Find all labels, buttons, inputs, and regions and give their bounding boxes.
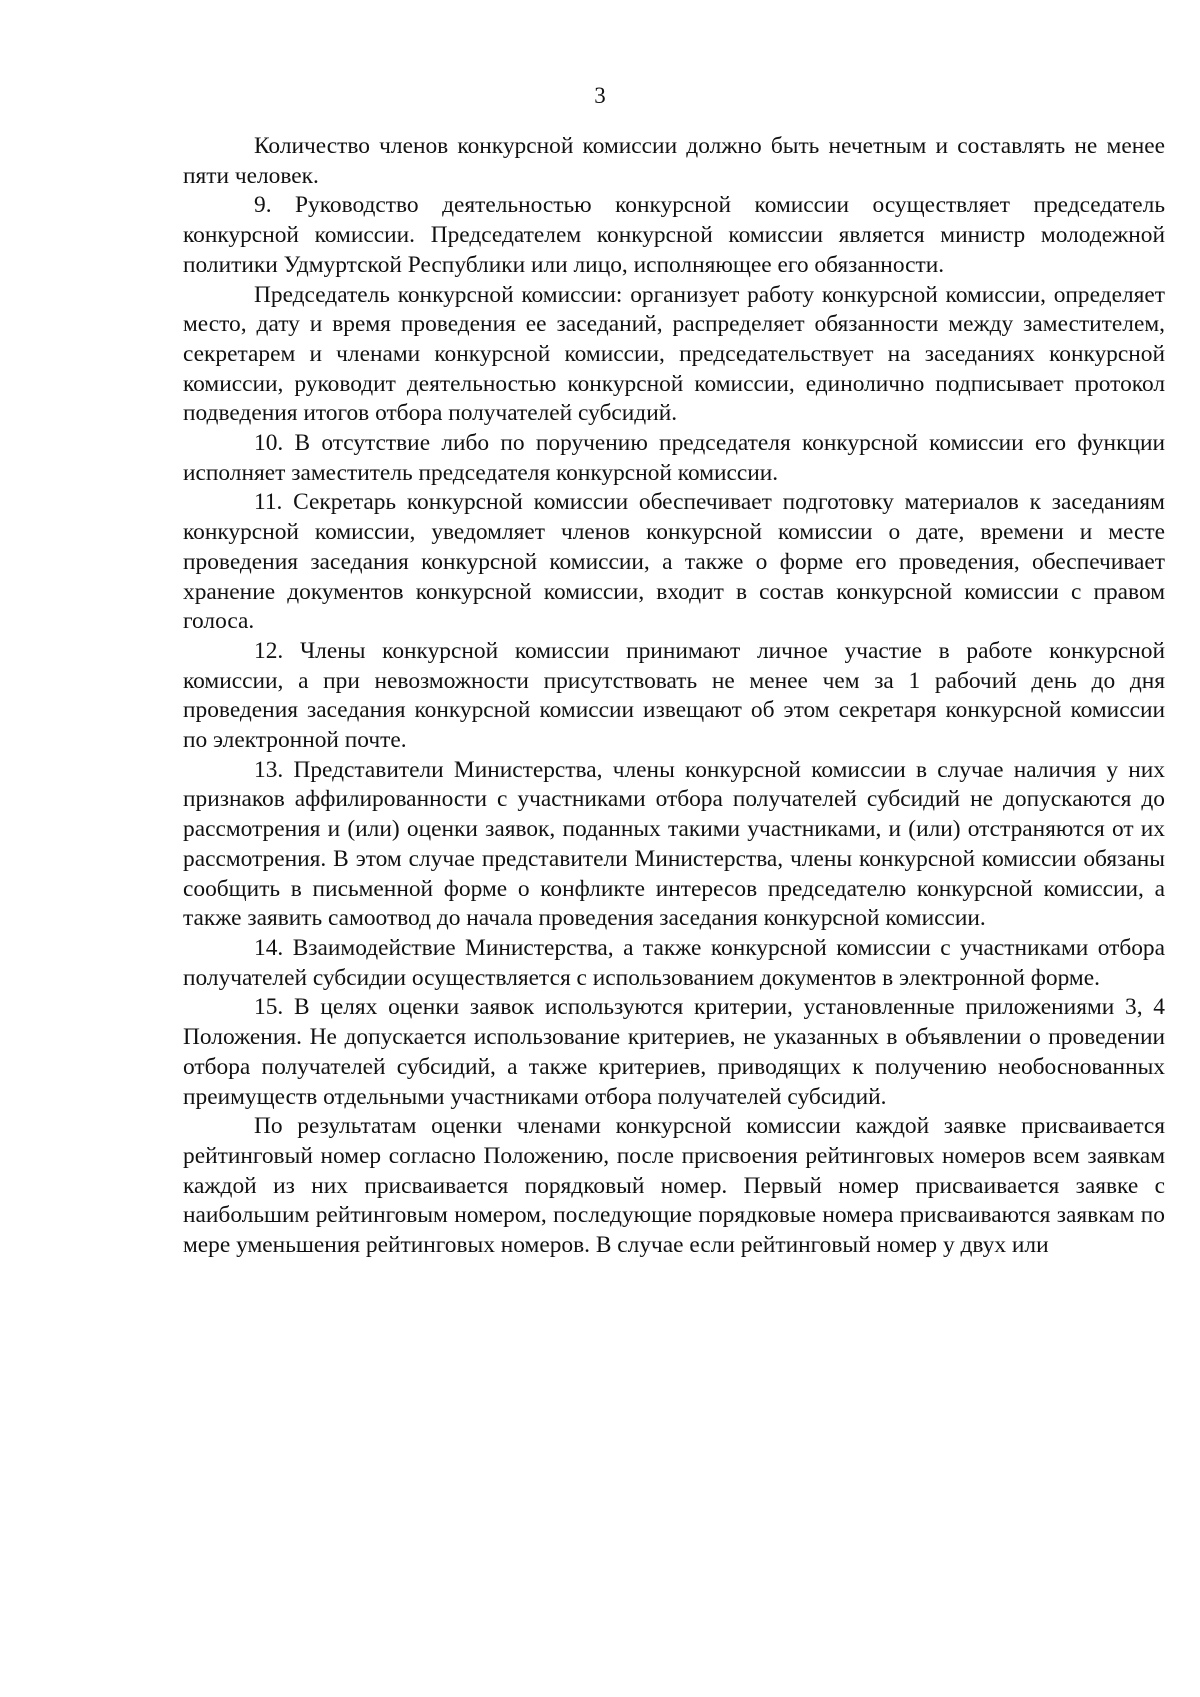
paragraph-chairman-duties: Председатель конкурсной комиссии: организует работу конкурсной комиссии, определяет место, дату и время проведения ее заседаний, распределяет обязанности между заместителем, секретарем и членами конкурсной комиссии, председательствует на заседаниях конкурсной комиссии, руководит деятельностью конкурсной комиссии, единолично подписывает протокол подведения итогов отбора получателей субсидий. [183,281,1165,427]
paragraph-11-secretary: 11. Секретарь конкурсной комиссии обеспечивает подготовку материалов к заседаниям конкурсной комиссии, уведомляет членов конкурсной комиссии о дате, времени и месте проведения заседания конкурсной комиссии, а также о форме его проведения, обеспечивает хранение документов конкурсной комиссии, входит в состав конкурсной комиссии с правом голоса. [183,489,1165,635]
paragraph-10-deputy: 10. В отсутствие либо по поручению председателя конкурсной комиссии его функции исполняет заместитель председателя конкурсной комиссии. [183,430,1165,486]
page-number: 3 [594,83,606,108]
paragraph-12-members: 12. Члены конкурсной комиссии принимают личное участие в работе конкурсной комиссии, а при невозможности присутствовать не менее чем за 1 рабочий день до дня проведения заседания конкурсной комиссии извещают об этом секретаря конкурсной комиссии по электронной почте. [183,637,1165,754]
paragraph-rating-numbers: По результатам оценки членами конкурсной комиссии каждой заявке присваивается рейтинговый номер согласно Положению, после присвоения рейтинговых номеров всем заявкам каждой из них присваивается порядковый номер. Первый номер присваивается заявке с наибольшим рейтинговым номером, последующие порядковые номера присваиваются заявкам по мере уменьшения рейтинговых номеров. В случае если рейтинговый номер у двух или [183,1113,1165,1259]
paragraph-14-interaction: 14. Взаимодействие Министерства, а также конкурсной комиссии с участниками отбора получателей субсидии осуществляется с использованием документов в электронной форме. [183,934,1165,991]
paragraph-commission-size: Количество членов конкурсной комиссии должно быть нечетным и составлять не менее пяти человек. [183,133,1165,189]
document-body [183,132,1165,1261]
paragraph-13-affiliation: 13. Представители Министерства, члены конкурсной комиссии в случае наличия у них признаков аффилированности с участниками отбора получателей субсидий не допускаются до рассмотрения и (или) оценки заявок, поданных такими участниками, и (или) отстраняются от их рассмотрения. В этом случае представители Министерства, члены конкурсной комиссии обязаны сообщить в письменной форме о конфликте интересов председателю конкурсной комиссии, а также заявить самоотвод до начала проведения заседания конкурсной комиссии. [183,756,1165,932]
paragraph-15-criteria: 15. В целях оценки заявок используются критерии, установленные приложениями 3, 4 Положения. Не допускается использование критериев, не указанных в объявлении о проведении отбора получателей субсидий, а также критериев, приводящих к получению необоснованных преимуществ отдельными участниками отбора получателей субсидий. [183,994,1165,1110]
paragraph-9-chairman: 9. Руководство деятельностью конкурсной комиссии осуществляет председатель конкурсной комиссии. Председателем конкурсной комиссии является министр молодежной политики Удмуртской Республики или лицо, исполняющее его обязанности. [183,192,1165,278]
